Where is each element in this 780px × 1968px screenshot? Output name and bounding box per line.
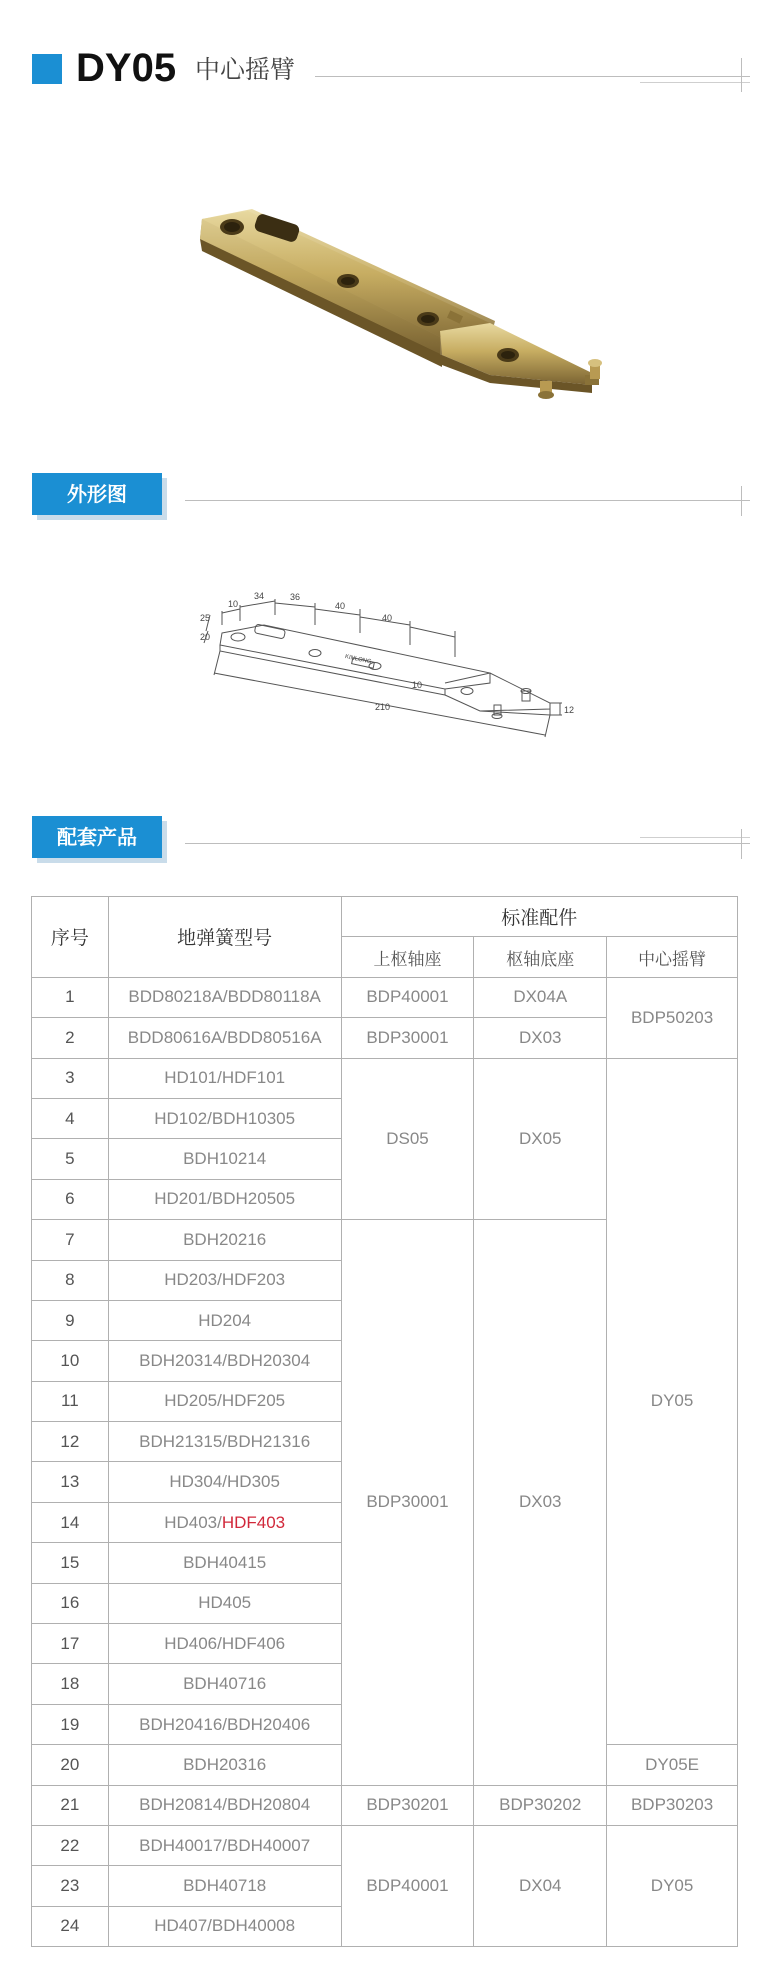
- top-pivot-cell: BDP30201: [341, 1785, 474, 1825]
- table-row: 24 HD407/BDH40008: [32, 1906, 738, 1946]
- table-row: 2 BDD80616A/BDD80516A BDP30001 DX03: [32, 1018, 738, 1058]
- header-divider: [315, 76, 750, 77]
- top-pivot-cell: DS05: [341, 1058, 474, 1220]
- outline-drawing: [200, 585, 580, 755]
- center-arm-cell: BDP50203: [607, 977, 738, 1058]
- section-outline-label: 外形图: [32, 473, 162, 515]
- model-cell: HD205/HDF205: [108, 1381, 341, 1421]
- center-arm-cell: DY05E: [607, 1745, 738, 1785]
- model-cell: HD102/BDH10305: [108, 1098, 341, 1138]
- table-row: 5 BDH10214: [32, 1139, 738, 1179]
- table-row: 3 HD101/HDF101 DS05 DX05 DY05: [32, 1058, 738, 1098]
- col-header-standard-parts: 标准配件: [341, 897, 737, 937]
- dim-label: 10: [412, 680, 423, 690]
- model-part: HD403/: [164, 1512, 222, 1532]
- bottom-pivot-cell: DX03: [474, 1220, 607, 1785]
- model-cell: HD407/BDH40008: [108, 1906, 341, 1946]
- col-header-no: 序号: [32, 897, 109, 978]
- section-outline-divider: [185, 500, 750, 501]
- header-divider-short: [640, 82, 750, 83]
- section-matching-tick: [741, 829, 742, 859]
- table-row: 14 HD403/HDF403: [32, 1502, 738, 1542]
- model-cell: HD405: [108, 1583, 341, 1623]
- dim-label: 40: [382, 613, 393, 623]
- table-row: 4 HD102/BDH10305: [32, 1098, 738, 1138]
- section-outline-tick: [741, 486, 742, 516]
- table-row: 12 BDH21315/BDH21316: [32, 1422, 738, 1462]
- dim-label: 10: [228, 599, 239, 609]
- bottom-pivot-cell: DX04A: [474, 977, 607, 1017]
- section-matching-divider-short: [640, 837, 750, 838]
- bottom-pivot-cell: BDP30202: [474, 1785, 607, 1825]
- model-cell: BDH20316: [108, 1745, 341, 1785]
- header-divider-tick: [741, 58, 742, 92]
- dim-label: 210: [375, 702, 391, 712]
- model-cell: HD304/HD305: [108, 1462, 341, 1502]
- model-cell: BDH20416/BDH20406: [108, 1704, 341, 1744]
- model-cell: BDD80616A/BDD80516A: [108, 1018, 341, 1058]
- top-pivot-cell: BDP40001: [341, 1825, 474, 1946]
- table-row: 15 BDH40415: [32, 1543, 738, 1583]
- model-cell: HD406/HDF406: [108, 1624, 341, 1664]
- model-cell: BDH21315/BDH21316: [108, 1422, 341, 1462]
- center-arm-cell: BDP30203: [607, 1785, 738, 1825]
- matching-products-table: [31, 896, 738, 1947]
- col-header-model: 地弹簧型号: [108, 897, 341, 978]
- section-matching-label: 配套产品: [32, 816, 162, 858]
- bottom-pivot-cell: DX05: [474, 1058, 607, 1220]
- table-row: 7 BDH20216 BDP30001 DX03: [32, 1220, 738, 1260]
- center-arm-cell: DY05: [607, 1825, 738, 1946]
- table-row: 21 BDH20814/BDH20804 BDP30201 BDP30202 BDP30203: [32, 1785, 738, 1825]
- model-cell: BDD80218A/BDD80118A: [108, 977, 341, 1017]
- table-row: 17 HD406/HDF406: [32, 1624, 738, 1664]
- model-cell: BDH10214: [108, 1139, 341, 1179]
- dim-label: 25: [200, 613, 211, 623]
- model-cell: BDH40017/BDH40007: [108, 1825, 341, 1865]
- col-header-bottom-pivot: 枢轴底座: [474, 937, 607, 977]
- table-row: 1 BDD80218A/BDD80118A BDP40001 DX04A BDP50203: [32, 977, 738, 1017]
- model-cell: HD101/HDF101: [108, 1058, 341, 1098]
- top-pivot-cell: BDP40001: [341, 977, 474, 1017]
- table-row: 8 HD203/HDF203: [32, 1260, 738, 1300]
- top-pivot-cell: BDP30001: [341, 1018, 474, 1058]
- table-row: 19 BDH20416/BDH20406: [32, 1704, 738, 1744]
- table-row: 10 BDH20314/BDH20304: [32, 1341, 738, 1381]
- table-row: 18 BDH40716: [32, 1664, 738, 1704]
- model-cell: [108, 1502, 341, 1542]
- table-row: 9 HD204: [32, 1300, 738, 1340]
- model-cell: BDH40415: [108, 1543, 341, 1583]
- product-photo: [190, 205, 620, 405]
- model-cell: BDH20314/BDH20304: [108, 1341, 341, 1381]
- dim-label: 36: [290, 592, 301, 602]
- dim-label: 12: [564, 705, 575, 715]
- model-cell: BDH20216: [108, 1220, 341, 1260]
- model-cell: HD201/BDH20505: [108, 1179, 341, 1219]
- table-row: 6 HD201/BDH20505: [32, 1179, 738, 1219]
- model-cell: BDH40718: [108, 1866, 341, 1906]
- table-row: 11 HD205/HDF205: [32, 1381, 738, 1421]
- product-name: 中心摇臂: [195, 55, 296, 84]
- table-header-row: [32, 897, 738, 937]
- table-row: 13 HD304/HD305: [32, 1462, 738, 1502]
- bottom-pivot-cell: DX03: [474, 1018, 607, 1058]
- title-marker: [32, 54, 62, 84]
- dim-label: 20: [200, 632, 211, 642]
- product-code: DY05: [76, 46, 177, 90]
- drawing-stamp: KINLONG: [344, 654, 372, 666]
- model-part-highlight: HDF403: [221, 1512, 286, 1532]
- bottom-pivot-cell: DX04: [474, 1825, 607, 1946]
- dim-label: 34: [254, 591, 265, 601]
- table-row: 23 BDH40718: [32, 1866, 738, 1906]
- center-arm-cell: DY05: [607, 1058, 738, 1745]
- table-row: 22 BDH40017/BDH40007 BDP40001 DX04 DY05: [32, 1825, 738, 1865]
- model-cell: BDH20814/BDH20804: [108, 1785, 341, 1825]
- table-row: 20 BDH20316 DY05E: [32, 1745, 738, 1785]
- top-pivot-cell: BDP30001: [341, 1220, 474, 1785]
- col-header-center-arm: 中心摇臂: [607, 937, 738, 977]
- model-cell: BDH40716: [108, 1664, 341, 1704]
- model-cell: HD204: [108, 1300, 341, 1340]
- section-matching-divider: [185, 843, 750, 844]
- dim-label: 40: [335, 601, 346, 611]
- model-cell: HD203/HDF203: [108, 1260, 341, 1300]
- table-row: 16 HD405: [32, 1583, 738, 1623]
- col-header-top-pivot: 上枢轴座: [341, 937, 474, 977]
